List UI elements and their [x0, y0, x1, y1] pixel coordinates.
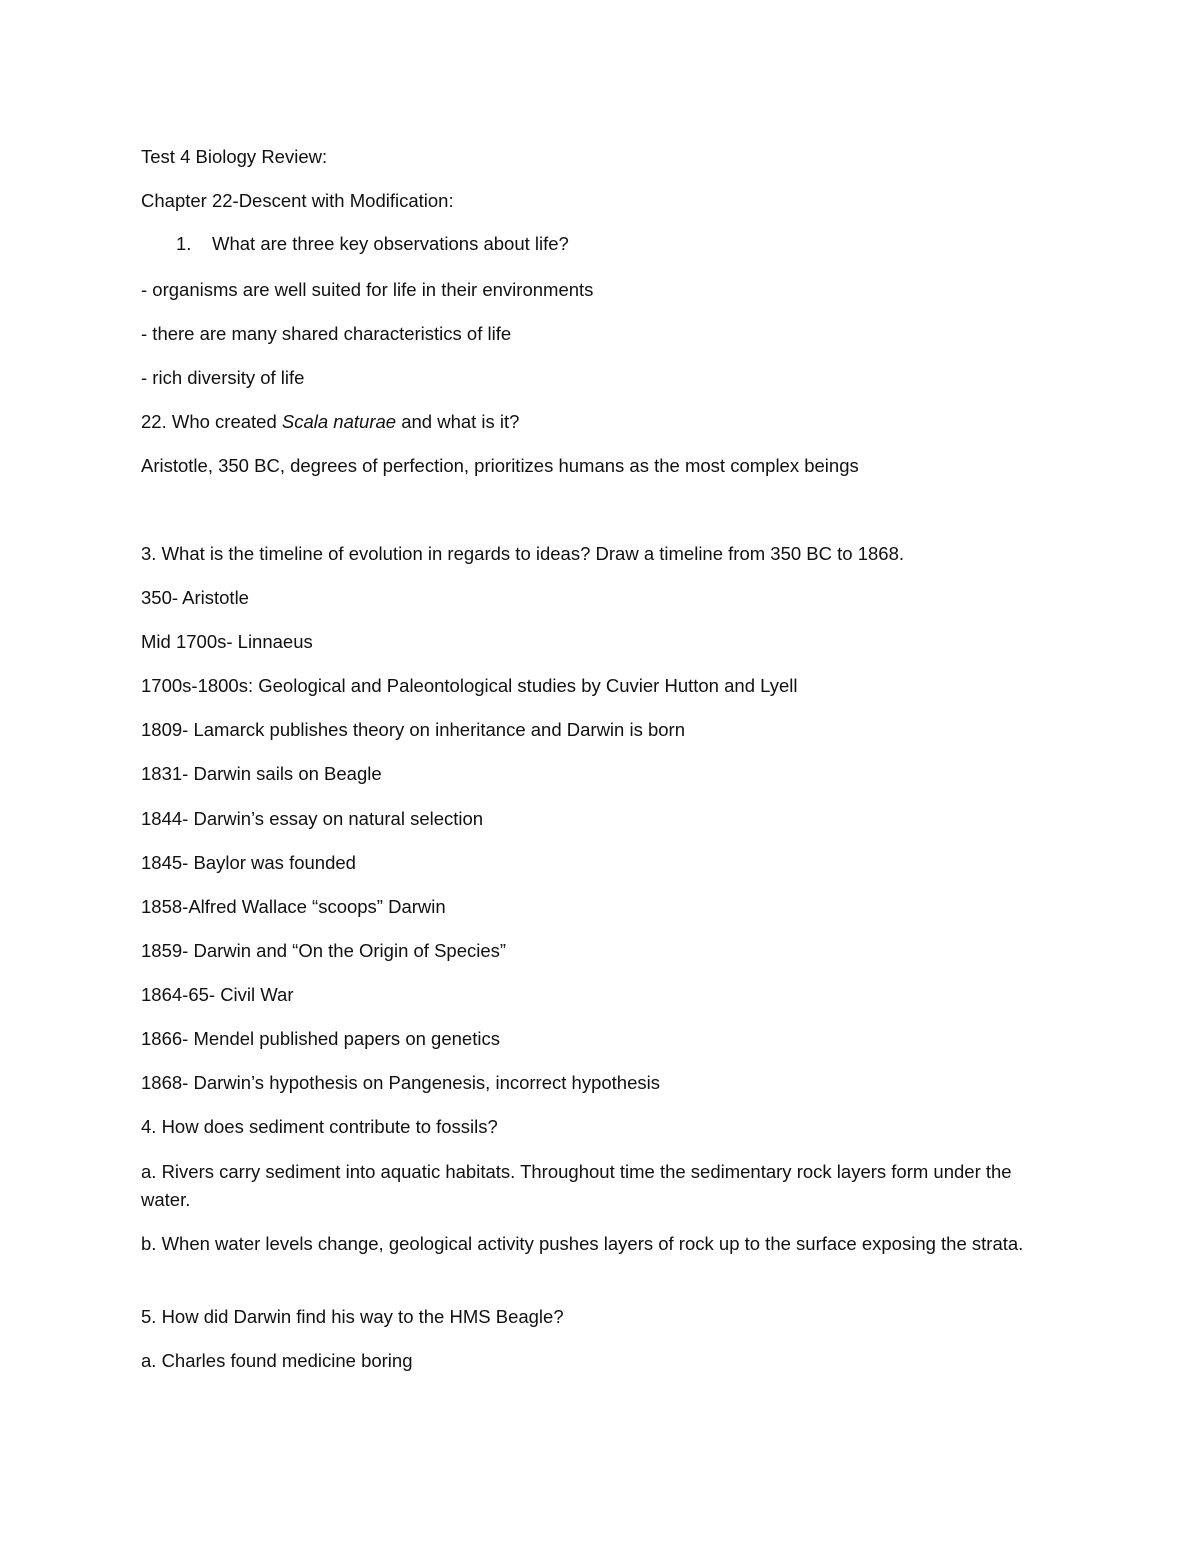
answer-4b: b. When water levels change, geological activity pushes layers of rock up to the surface exposing the strata. — [141, 1233, 1024, 1254]
timeline-item: 1845- Baylor was founded — [141, 852, 356, 873]
question-2-text-after: and what is it? — [396, 411, 520, 432]
question-2-text-before: Who created — [171, 411, 282, 432]
answer-1a: - organisms are well suited for life in their environments — [141, 279, 594, 300]
timeline-item: 1858-Alfred Wallace “scoops” Darwin — [141, 896, 446, 917]
timeline-item: 350- Aristotle — [141, 587, 249, 608]
question-4: 4. How does sediment contribute to fossils? — [141, 1116, 498, 1137]
question-1 — [176, 230, 569, 258]
answer-2: Aristotle, 350 BC, degrees of perfection, prioritizes humans as the most complex beings — [141, 455, 859, 476]
timeline-item: 1868- Darwin’s hypothesis on Pangenesis, incorrect hypothesis — [141, 1072, 660, 1093]
question-2-number: 22. — [141, 411, 167, 432]
timeline-item: 1700s-1800s: Geological and Paleontological studies by Cuvier Hutton and Lyell — [141, 675, 798, 696]
answer-1b: - there are many shared characteristics of life — [141, 323, 512, 344]
timeline-item: 1866- Mendel published papers on genetics — [141, 1028, 500, 1049]
chapter-heading: Chapter 22-Descent with Modification: — [141, 190, 454, 211]
timeline-item: Mid 1700s- Linnaeus — [141, 631, 313, 652]
answer-5a: a. Charles found medicine boring — [141, 1350, 413, 1371]
timeline-item: 1809- Lamarck publishes theory on inheritance and Darwin is born — [141, 719, 685, 740]
question-1-number: 1. — [176, 233, 192, 254]
timeline-item: 1844- Darwin’s essay on natural selection — [141, 808, 484, 829]
answer-4a: a. Rivers carry sediment into aquatic habitats. Throughout time the sedimentary rock layers form under the water. — [141, 1161, 1012, 1210]
question-3: 3. What is the timeline of evolution in regards to ideas? Draw a timeline from 350 BC to 1868. — [141, 543, 904, 564]
document-title: Test 4 Biology Review: — [141, 146, 328, 167]
question-2-italic-term: Scala naturae — [281, 411, 397, 432]
timeline-item: 1831- Darwin sails on Beagle — [141, 763, 382, 784]
question-2 — [141, 408, 519, 436]
question-1-text: What are three key observations about life? — [212, 233, 569, 254]
timeline-item: 1859- Darwin and “On the Origin of Species” — [141, 940, 507, 961]
answer-1c: - rich diversity of life — [141, 367, 305, 388]
timeline-item: 1864-65- Civil War — [141, 984, 294, 1005]
question-5: 5. How did Darwin find his way to the HMS Beagle? — [141, 1306, 564, 1327]
